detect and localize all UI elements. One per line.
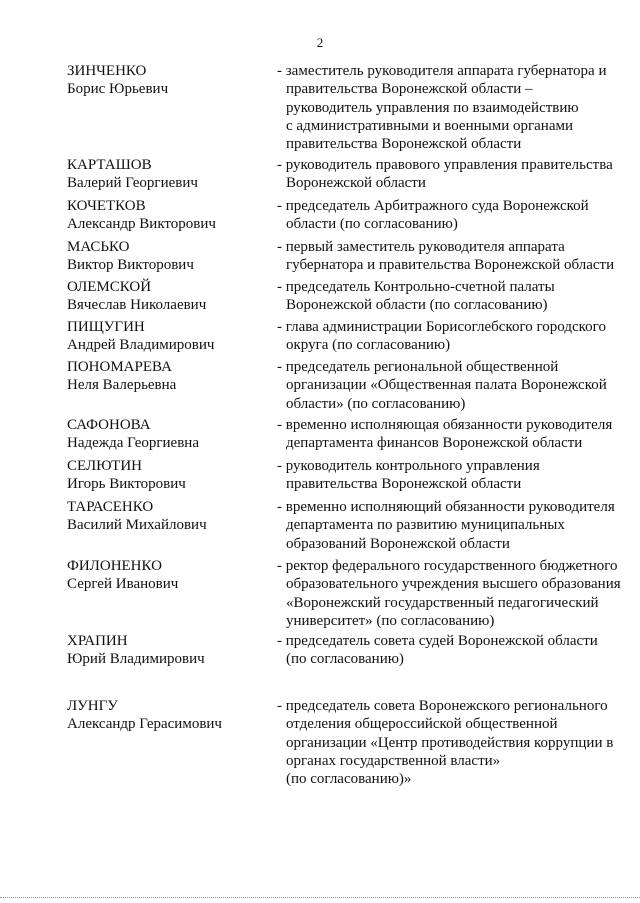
member-surname: МАСЬКО [67, 239, 130, 255]
member-name [67, 697, 267, 733]
member-role [277, 632, 633, 669]
member-role [277, 62, 633, 153]
member-surname: ЛУНГУ [67, 698, 118, 714]
member-given-name: Вячеслав Николаевич [67, 297, 207, 313]
member-given-name: Сергей Иванович [67, 576, 179, 592]
member-surname: САФОНОВА [67, 417, 151, 433]
role-line: губернатора и правительства Воронежской области [286, 257, 615, 274]
member-given-name: Виктор Викторович [67, 257, 194, 273]
member-name [67, 156, 267, 192]
member-name [67, 498, 267, 534]
page-bottom-divider [0, 897, 640, 898]
role-line: руководитель управления по взаимодействию [286, 99, 579, 116]
role-line: правительства Воронежской области [286, 136, 522, 153]
member-name [67, 238, 267, 274]
role-line: «Воронежский государственный педагогический [286, 594, 599, 611]
role-line: с административными и военными органами [286, 117, 573, 134]
role-line: образовательного учреждения высшего образования [286, 576, 621, 593]
member-given-name: Надежда Георгиевна [67, 435, 199, 451]
member-role [277, 318, 633, 355]
role-line: отделения общероссийской общественной [286, 716, 558, 733]
member-role [277, 498, 633, 553]
member-role [277, 457, 633, 494]
member-name [67, 457, 267, 493]
role-line: - председатель Контрольно-счетной палаты [277, 279, 555, 295]
member-surname: КОЧЕТКОВ [67, 198, 146, 214]
role-line: департамента по развитию муниципальных [286, 517, 565, 534]
member-given-name: Борис Юрьевич [67, 81, 169, 97]
role-line: департамента финансов Воронежской области [286, 435, 583, 452]
role-line: правительства Воронежской области – [286, 81, 533, 98]
role-line: Воронежской области [286, 175, 426, 192]
role-line: - председатель региональной общественной [277, 359, 559, 375]
role-line: университет» (по согласованию) [286, 612, 495, 629]
member-name [67, 197, 267, 233]
member-role [277, 416, 633, 453]
role-line: - председатель совета Воронежского регионального [277, 698, 608, 714]
member-given-name: Александр Викторович [67, 216, 216, 232]
member-given-name: Валерий Георгиевич [67, 175, 198, 191]
member-role [277, 197, 633, 234]
role-line: - председатель Арбитражного суда Воронежской [277, 198, 589, 214]
role-line: - первый заместитель руководителя аппарата [277, 239, 565, 255]
role-line: - заместитель руководителя аппарата губернатора и [277, 63, 607, 79]
member-surname: ХРАПИН [67, 633, 128, 649]
member-name [67, 557, 267, 593]
member-role [277, 358, 633, 413]
member-given-name: Андрей Владимирович [67, 337, 215, 353]
member-role [277, 557, 633, 630]
member-name [67, 358, 267, 394]
role-line: - ректор федерального государственного бюджетного [277, 558, 618, 574]
role-line: - руководитель контрольного управления [277, 458, 540, 474]
member-given-name: Юрий Владимирович [67, 651, 205, 667]
member-given-name: Василий Михайлович [67, 517, 207, 533]
role-line: Воронежской области (по согласованию) [286, 297, 548, 314]
member-surname: КАРТАШОВ [67, 157, 152, 173]
role-line: (по согласованию) [286, 651, 404, 668]
role-line: области» (по согласованию) [286, 395, 466, 412]
role-line: области (по согласованию) [286, 216, 458, 233]
member-surname: ПОНОМАРЕВА [67, 359, 172, 375]
role-line: организации «Общественная палата Воронежской [286, 377, 607, 394]
role-line: - временно исполняющая обязанности руководителя [277, 417, 613, 433]
member-name [67, 278, 267, 314]
member-surname: ЗИНЧЕНКО [67, 63, 147, 79]
member-given-name: Игорь Викторович [67, 476, 186, 492]
member-name [67, 318, 267, 354]
role-line: организации «Центр противодействия коррупции в [286, 734, 614, 751]
member-name [67, 632, 267, 668]
role-line: (по согласованию)» [286, 771, 412, 788]
member-given-name: Александр Герасимович [67, 716, 222, 732]
page-number: 2 [316, 35, 324, 50]
member-name [67, 416, 267, 452]
role-line: органах государственной власти» [286, 752, 501, 769]
member-surname: СЕЛЮТИН [67, 458, 143, 474]
role-line: округа (по согласованию) [286, 337, 451, 354]
role-line: правительства Воронежской области [286, 476, 522, 493]
role-line: - председатель совета судей Воронежской области [277, 633, 598, 649]
member-role [277, 238, 633, 275]
role-line: - глава администрации Борисоглебского городского [277, 319, 606, 335]
member-surname: ОЛЕМСКОЙ [67, 279, 152, 295]
member-name [67, 62, 267, 98]
member-role [277, 278, 633, 315]
member-surname: ФИЛОНЕНКО [67, 558, 162, 574]
member-role [277, 697, 633, 788]
role-line: - временно исполняющий обязанности руководителя [277, 499, 615, 515]
member-role [277, 156, 633, 193]
member-surname: ТАРАСЕНКО [67, 499, 154, 515]
member-given-name: Неля Валерьевна [67, 377, 177, 393]
role-line: - руководитель правового управления правительства [277, 157, 613, 173]
member-surname: ПИЩУГИН [67, 319, 145, 335]
role-line: образований Воронежской области [286, 535, 510, 552]
